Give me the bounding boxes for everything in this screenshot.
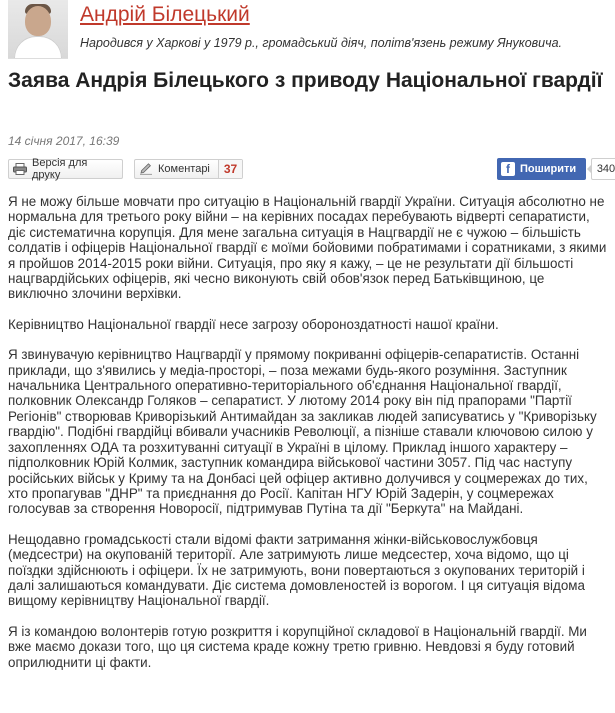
article-body xyxy=(8,194,608,685)
comments-count[interactable]: 37 xyxy=(218,160,242,178)
article-paragraph: Нещодавно громадськості стали відомі факти затримання жінки-військовослужбовця (медсестри) на окупованій території. Але затримують лише медсестер, хоча відомо, що ці поїздки здійснюють і офіцери. Їх не затримують, вони повертаються з окупованих територій і далі залишаються командувати. Діє система домовленостей із ворогом. І ця ситуація відома вищому керівництву Національної гвардії. xyxy=(8,531,585,609)
author-avatar[interactable] xyxy=(8,0,68,59)
facebook-share-button[interactable] xyxy=(497,158,586,180)
avatar-body xyxy=(14,36,62,59)
print-version-label: Версія для друку xyxy=(32,157,88,181)
article-paragraph: Керівництво Національної гвардії несе загрозу обороноздатності нашої країни. xyxy=(8,316,499,332)
pencil-icon xyxy=(139,163,153,175)
print-version-button[interactable] xyxy=(8,159,123,179)
facebook-share-label: Поширити xyxy=(520,163,577,175)
author-block xyxy=(8,0,608,62)
article-title: Заява Андрія Білецького з приводу Національної гвардії xyxy=(8,69,603,92)
article-paragraph: Я звинувачую керівництво Нацгвардії у прямому покриванні офіцерів-сепаратистів. Останні приклади, що з'явились у медіа-просторі, – поза межами будь-якого розуміння. Заступник начальника Центрального оперативно-територіального об'єднання Національної гвардії, полковник Олександр Голяков – сепаратист. У лютому 2014 року він під прапорами "Партії Регіонів" створював Криворізький Антимайдан за закликав людей записуватись у "Криворізьку гвардію". Подібні гвардійці вбивали учасників Революції, а пізніше ставали ключовою силою у захопленнях ОДА та розхитуванні ситуації в Україні в цілому. Приклад іншого характеру – підполковник Юрій Колмик, заступник командира військової частини 3057. Під час наступу російських військ у Криму та на Донбасі цей офіцер активно долучився у соцмережах до тих, хто пропагував "ДНР" та приєднання до Росії. Капітан НГУ Юрій Задерін, у соцмережах голосував за створення Новоросії, підтримував Путіна та дії "Беркута" на Майдані. xyxy=(8,347,597,517)
avatar-head xyxy=(25,6,51,36)
printer-icon xyxy=(13,163,27,175)
article-paragraph: Я із командою волонтерів готую розкриття і корупційної складової в Національній гвардії. Ми вже маємо докази того, що ця система краде кожну третю гривню. Невдовзі я буду готовий оприлюднити ці факти. xyxy=(8,623,587,670)
author-name-link[interactable]: Андрій Білецький xyxy=(80,3,250,26)
article-paragraph: Я не можу більше мовчати про ситуацію в Національній гвардії України. Ситуація абсолютно не нормальна для третього року війни – на керівних посадах перебувають відверті сепаратисти, діє систематична корупція. Для мене загальна ситуація в Нацгвардії не є чужою – більшість солдатів і офіцерів Національної гвардії є моїми бойовими побратимами і соратниками, з якими я пройшов 2014-2015 роки війни. Ситуація, про яку я кажу, – це не результати дії більшості нацгвардійських офіцерів, які чесно виконують свій обов'язок перед Батьківщиною, це виключно злочини верхівки. xyxy=(8,194,607,302)
article-toolbar xyxy=(8,157,615,181)
comments-label: Коментарі xyxy=(158,163,210,175)
comments-button[interactable] xyxy=(134,159,243,179)
article-date: 14 січня 2017, 16:39 xyxy=(8,134,120,148)
facebook-share-count: 340 xyxy=(591,158,615,180)
facebook-icon: f xyxy=(501,162,515,176)
author-bio: Народився у Харкові у 1979 р., громадський діяч, політв'язень режиму Януковича. xyxy=(80,36,563,50)
